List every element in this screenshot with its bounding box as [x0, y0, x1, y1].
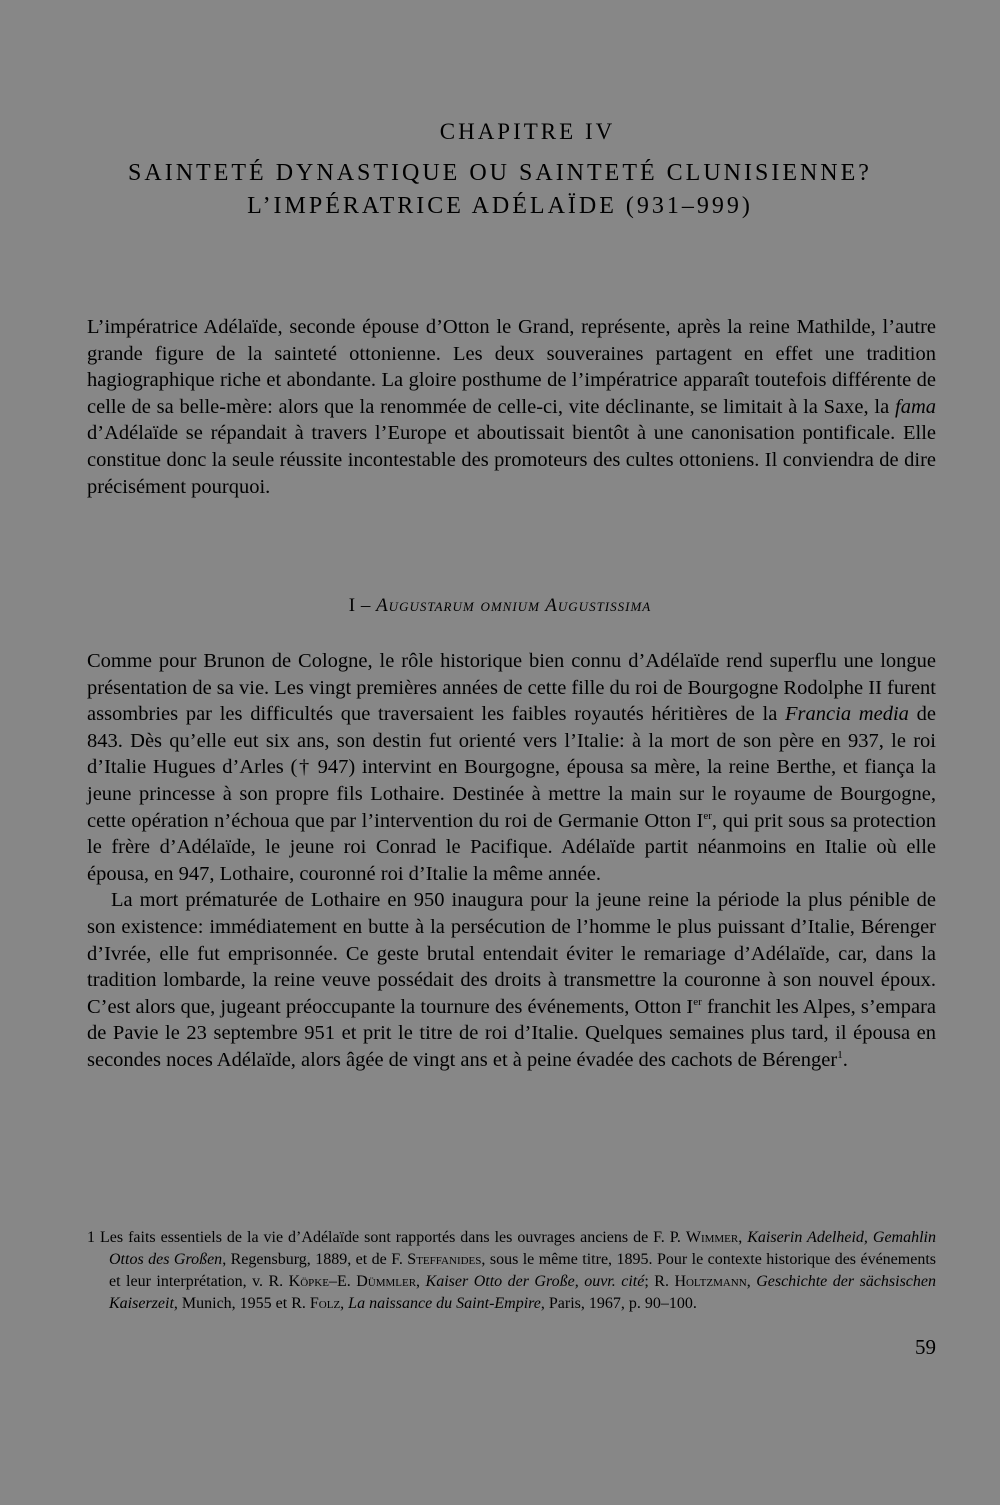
intro-italic-fama: fama [895, 395, 936, 418]
footnote-1 [87, 1227, 936, 1315]
italic-term: Francia media [785, 703, 909, 726]
page-number: 59 [915, 1335, 936, 1359]
book-title: Kaiserin Adelheid, Gemahlin Ottos des Großen [109, 1229, 936, 1268]
footnote-text: , sous le même titre, 1895. Pour le contexte historique des événements et leur interprétation, v. R. [109, 1251, 937, 1290]
footnote-text: , [746, 1273, 757, 1290]
text-run: , qui prit sous sa protection le frère d’Adélaïde, le jeune roi Conrad le Pacifique. Adélaïde partit néanmoins en Italie où elle épousa, en 947, Lothaire, couronné roi d’Italie la même année. [87, 809, 936, 885]
main-paragraph-2 [87, 887, 936, 1073]
footnote-text: , [738, 1229, 748, 1246]
footnote-text: , Munich, 1955 et R. [173, 1295, 310, 1312]
footnote-text: Les faits essentiels de la vie d’Adélaïde sont rapportés dans les ouvrages anciens de F. P. [99, 1229, 686, 1246]
chapter-title-line-2: L’IMPÉRATRICE ADÉLAÏDE (931–999) [247, 193, 753, 219]
chapter-title-line-1: SAINTETÉ DYNASTIQUE OU SAINTETÉ CLUNISIENNE? [128, 160, 872, 186]
intro-text-part: d’Adélaïde se répandait à travers l’Europe et aboutissait bientôt à une canonisation pontificale. Elle constitue donc la seule réussite incontestable des promoteurs des cultes ottoniens. Il conviendra de dire précisément pourquoi. [87, 422, 936, 498]
text-run: Comme pour Brunon de Cologne, le rôle historique bien connu d’Adélaïde rend superflu une longue présentation de sa vie. Les vingt premières années de cette fille du roi de Bourgogne Rodolphe II furent assombries par les difficultés que traversaient les faibles royautés héritières de la [87, 650, 936, 726]
footnote-reference[interactable]: 1 [837, 1049, 843, 1062]
text-run: . [842, 1048, 848, 1071]
author-name: Holtzmann [674, 1273, 747, 1290]
intro-text [87, 314, 936, 500]
footnote-text: , [416, 1273, 426, 1290]
text-run: La mort prématurée de Lothaire en 950 inaugura pour la jeune reine la période la plus pénible de son existence: immédiatement en butte à la persécution de l’homme le plus puissant d’Italie, Bérenger d’Ivrée, elle fut emprisonnée. Ce geste brutal entendait éviter le remariage d’Adélaïde, car, dans la tradition lombarde, la reine veuve possédait des droits à transmettre la couronne à son nouvel époux. C’est alors que, jugeant préoccupante la tournure des événements, Otton I [87, 889, 936, 1018]
intro-text-part: L’impératrice Adélaïde, seconde épouse d’Otton le Grand, représente, après la reine Mathilde, l’autre grande figure de la sainteté ottonienne. Les deux souveraines partagent en effet une tradition hagiographique riche et abondante. La gloire posthume de l’impératrice apparaît toutefois différente de celle de sa belle-mère: alors que la renommée de celle-ci, vite déclinante, se limitait à la Saxe, la [87, 316, 936, 418]
section-title: Augustarum omnium Augustissima [376, 595, 652, 616]
chapter-label: CHAPITRE IV [439, 119, 616, 144]
main-text [87, 648, 936, 1074]
main-paragraph-1 [87, 648, 936, 887]
section-number: I – [348, 595, 377, 616]
chapter-title [0, 157, 1000, 223]
section-heading [0, 595, 1000, 617]
superscript: er [693, 995, 702, 1008]
book-title: Geschichte der sächsischen Kaiserzeit [109, 1273, 936, 1312]
book-title: Kaiser Otto der Große, ouvr. cité [425, 1273, 645, 1290]
footnote-text: ; R. [644, 1273, 675, 1290]
author-name: Wimmer [685, 1229, 739, 1246]
footnote-text: , Regensburg, 1889, et de F. [222, 1251, 408, 1268]
superscript: er [703, 809, 712, 822]
text-run: de 843. Dès qu’elle eut six ans, son destin fut orienté vers l’Italie: à la mort de son père en 937, le roi d’Italie Hugues d’Arles († 947) intervint en Bourgogne, épousa sa mère, la reine Berthe, et fiança la jeune princesse à son propre fils Lothaire. Destinée à mettre la main sur le royaume de Bourgogne, cette opération n’échoua que par l’intervention du roi de Germanie Otton I [87, 703, 936, 832]
author-name: Köpke–E. Dümmler [288, 1273, 417, 1290]
text-run: franchit les Alpes, s’empara de Pavie le 23 septembre 951 et prit le titre de roi d’Italie. Quelques semaines plus tard, il épousa en secondes noces Adélaïde, alors âgée de vingt ans et à peine évadée des cachots de Bérenger [87, 995, 936, 1071]
book-title: La naissance du Saint-Empire [348, 1295, 541, 1312]
intro-paragraph [87, 314, 936, 500]
author-name: Steffanides [407, 1251, 482, 1268]
footnote-number: 1 [87, 1229, 100, 1246]
footnote-text: , [340, 1295, 349, 1312]
footnotes [87, 1227, 936, 1315]
author-name: Folz [309, 1295, 341, 1312]
footnote-text: , Paris, 1967, p. 90–100. [540, 1295, 697, 1312]
